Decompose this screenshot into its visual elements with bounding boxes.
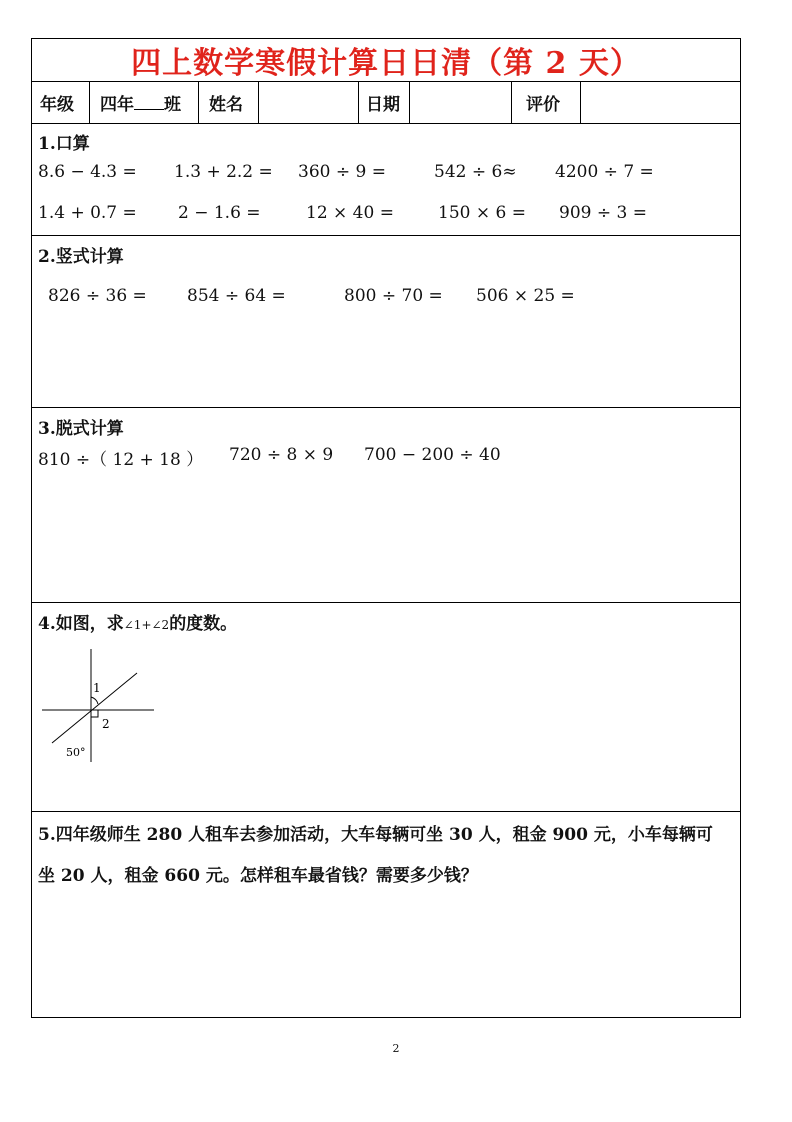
title-prefix: 4.如图，求 [38, 614, 124, 634]
section-title: 3.脱式计算 [38, 419, 124, 439]
problem-text-line2: 坐 20 人，租金 660 元。怎样租车最省钱？需要多少钱？ [38, 866, 478, 886]
name-label: 姓名 [209, 94, 243, 115]
divider [358, 81, 359, 123]
section-step-calc [32, 408, 740, 603]
class-blank[interactable] [134, 95, 164, 110]
divider [511, 81, 512, 123]
problem: 360 ÷ 9 = [298, 162, 386, 182]
angle-50-label: 50° [66, 746, 86, 759]
problem: 826 ÷ 36 = [48, 286, 147, 306]
angle1-arc [91, 697, 98, 704]
page-number: 2 [392, 1042, 400, 1055]
name-field[interactable] [259, 81, 358, 123]
problem: 810 ÷（ 12 + 18 ） [38, 450, 204, 470]
problem: 4200 ÷ 7 = [555, 162, 654, 182]
info-row [32, 81, 740, 124]
angle-formula: ∠1+∠2 [123, 618, 170, 632]
grade-label: 年级 [40, 94, 74, 115]
angle-figure [40, 649, 180, 779]
problem: 700 − 200 ÷ 40 [364, 445, 501, 465]
problem: 909 ÷ 3 = [559, 203, 647, 223]
section-angle-problem [32, 603, 740, 812]
right-angle-mark [91, 710, 98, 717]
section-word-problem [32, 812, 740, 1017]
problem: 1.4 + 0.7 = [38, 203, 137, 223]
eval-field[interactable] [581, 81, 741, 123]
angle2-label: 2 [102, 717, 110, 731]
problem-text-line1: 5.四年级师生 280 人租车去参加活动，大车每辆可坐 30 人，租金 900 元，小车每辆可 [38, 825, 713, 845]
date-label: 日期 [366, 94, 400, 115]
class-field[interactable] [100, 81, 181, 123]
class-prefix: 四年 [100, 94, 134, 115]
title-suffix: 的度数。 [169, 614, 238, 634]
problem: 8.6 − 4.3 = [38, 162, 137, 182]
problem: 800 ÷ 70 = [344, 286, 443, 306]
worksheet-title: 四上数学寒假计算日日清（第 2 天） [131, 46, 641, 81]
section-mental-math [32, 123, 740, 236]
section-title: 2.竖式计算 [38, 247, 124, 267]
problem: 2 − 1.6 = [178, 203, 261, 223]
problem: 720 ÷ 8 × 9 [229, 445, 334, 465]
section-vertical-calc [32, 236, 740, 408]
problem: 542 ÷ 6≈ [434, 162, 517, 182]
problem: 854 ÷ 64 = [187, 286, 286, 306]
problem: 12 × 40 = [306, 203, 394, 223]
eval-label: 评价 [526, 94, 560, 115]
date-field[interactable] [410, 81, 510, 123]
title-row [32, 39, 740, 82]
angle1-label: 1 [93, 681, 101, 695]
problem: 150 × 6 = [438, 203, 526, 223]
divider [89, 81, 90, 123]
section-title [38, 609, 237, 634]
problem: 506 × 25 = [476, 286, 575, 306]
section-title: 1.口算 [38, 134, 90, 154]
problem: 1.3 + 2.2 = [174, 162, 273, 182]
divider [198, 81, 199, 123]
class-suffix: 班 [164, 94, 181, 115]
worksheet [31, 38, 741, 1018]
